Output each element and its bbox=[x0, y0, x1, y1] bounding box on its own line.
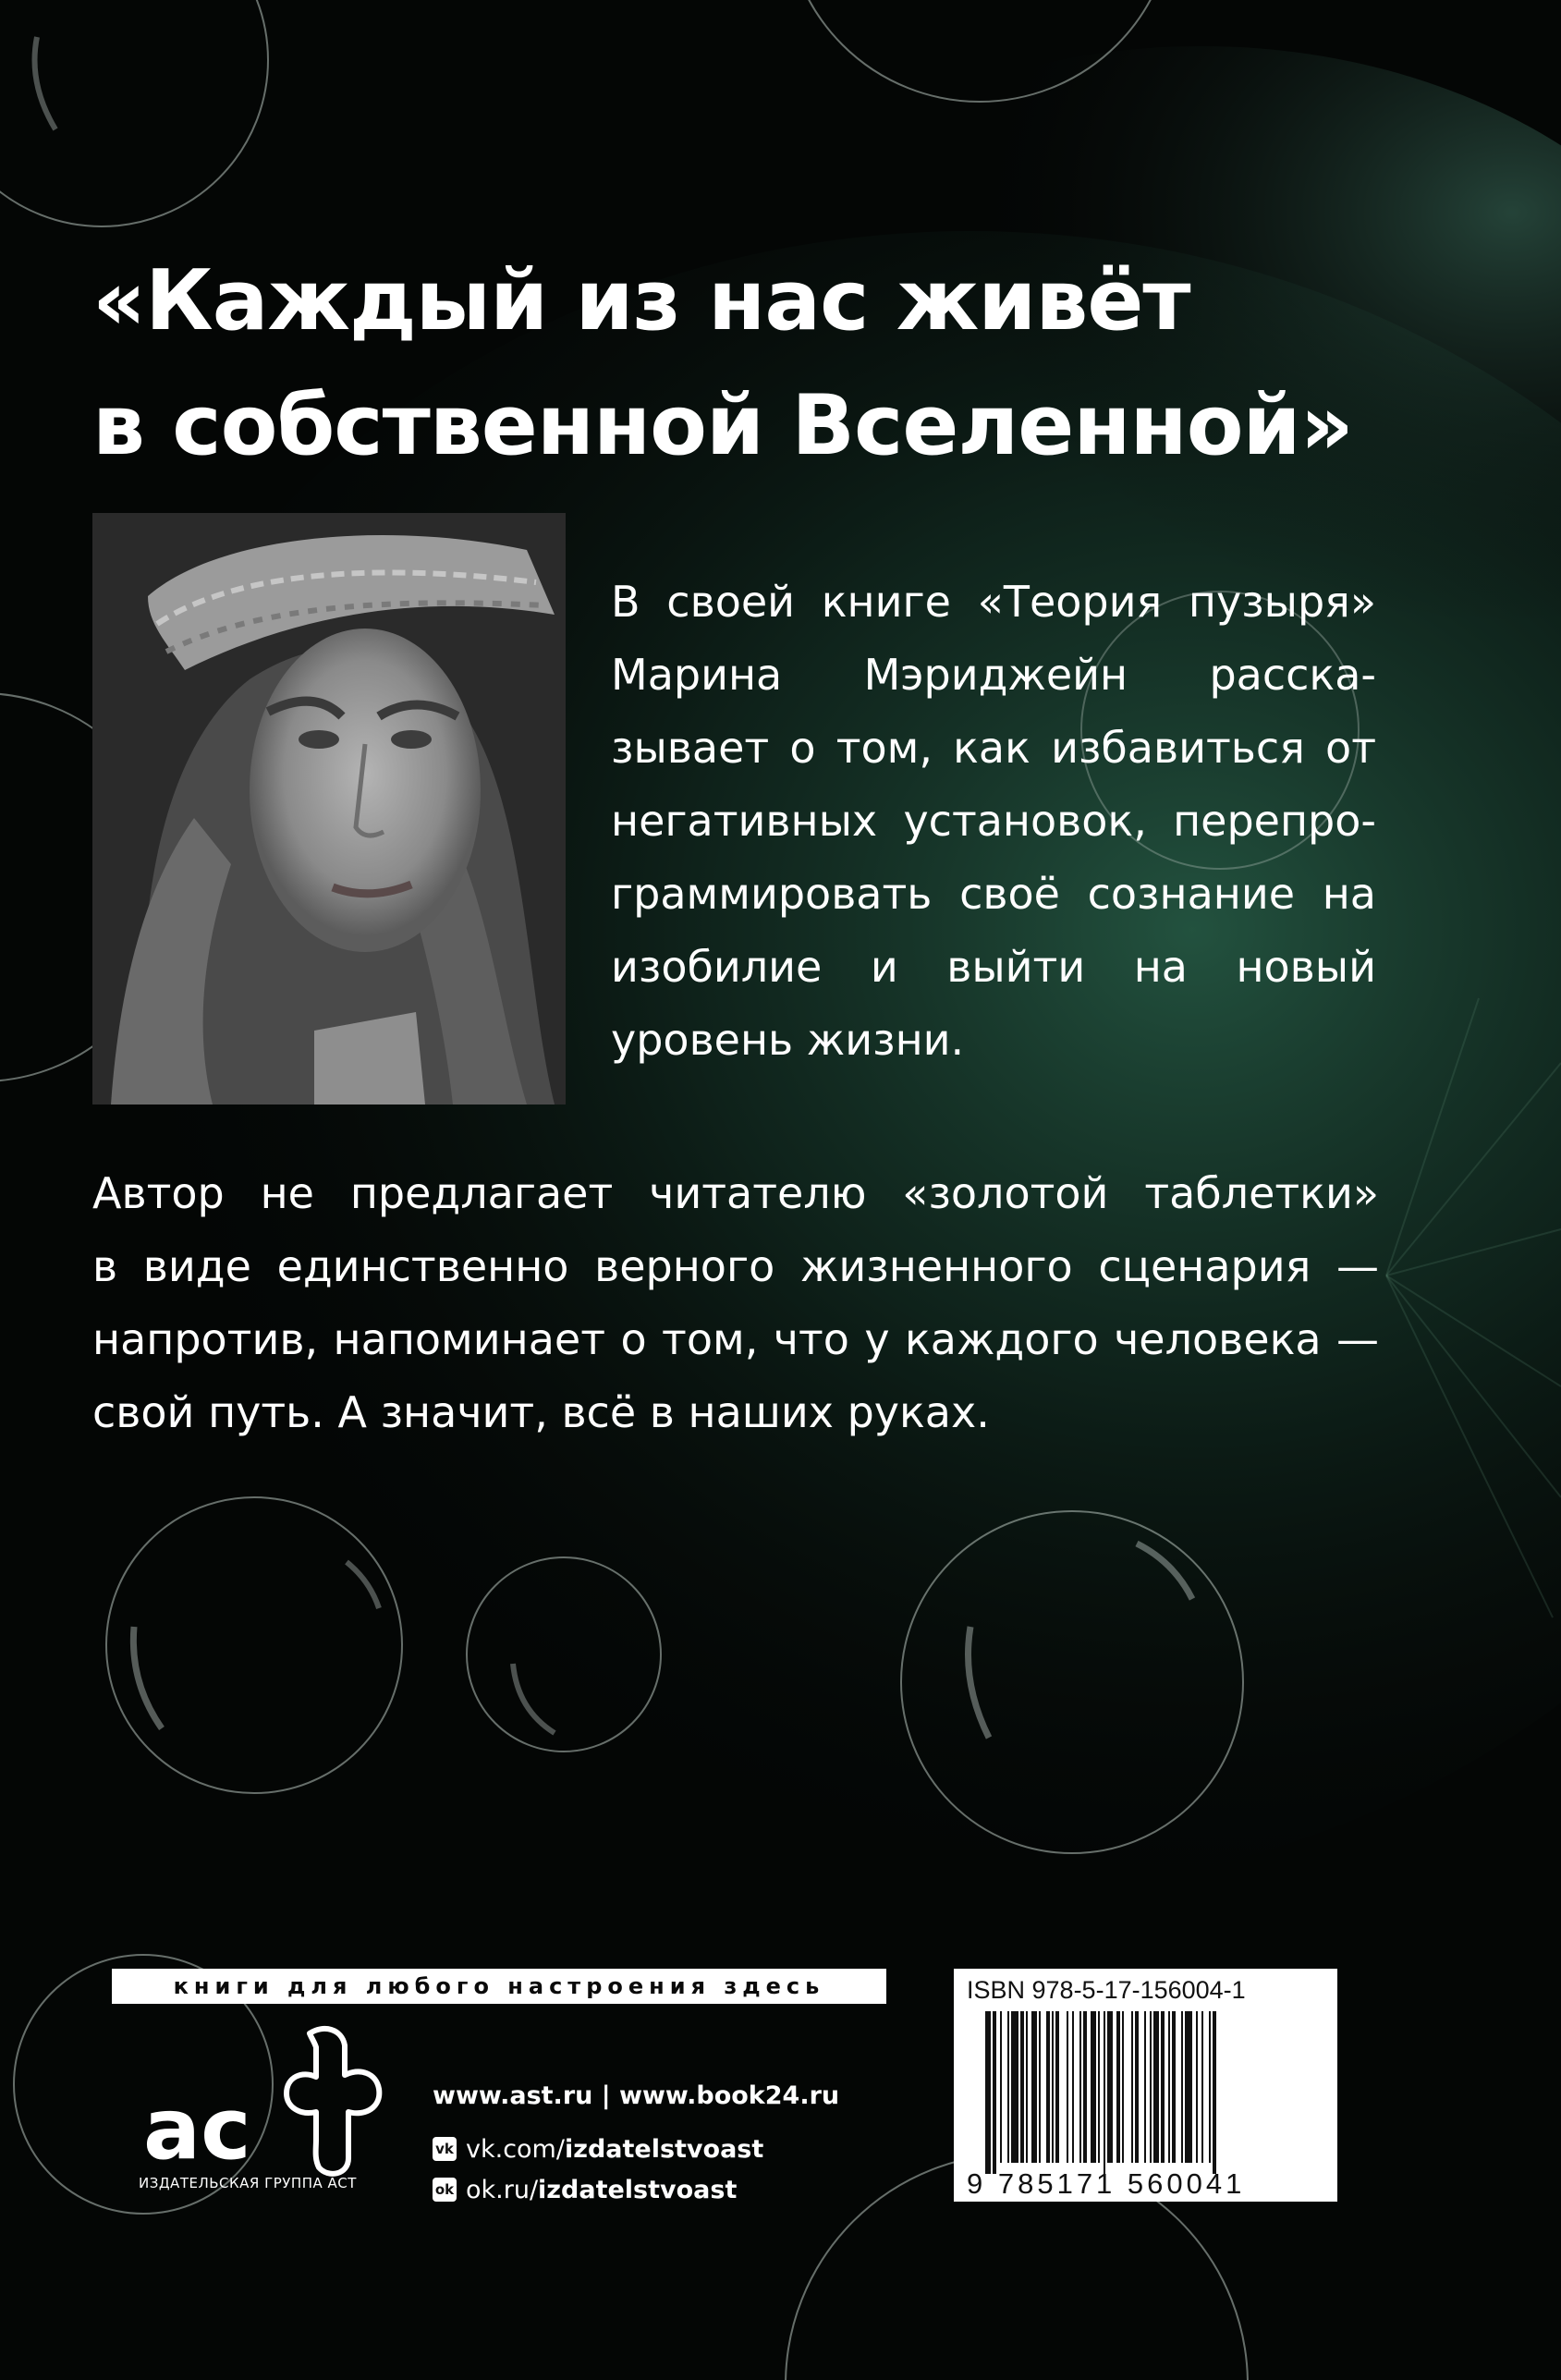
headline-line: «Каждый из нас живёт bbox=[92, 252, 1190, 349]
author-photo bbox=[92, 513, 566, 1105]
headline-line: в собственной Вселенной» bbox=[92, 377, 1353, 474]
vk-prefix: vk.com/ bbox=[466, 2134, 565, 2164]
barcode-bar bbox=[1161, 2011, 1165, 2163]
barcode-bar bbox=[1011, 2011, 1018, 2163]
isbn-label: ISBN 978-5-17-156004-1 bbox=[967, 1976, 1246, 2004]
barcode-bar bbox=[1196, 2011, 1198, 2163]
barcode-bar bbox=[993, 2011, 996, 2174]
barcode-bar bbox=[1098, 2011, 1100, 2163]
ok-prefix: ok.ru/ bbox=[466, 2175, 539, 2204]
barcode-bar bbox=[1107, 2011, 1113, 2163]
barcode-bar bbox=[1067, 2011, 1068, 2163]
body-line: напротив, напоминает о том, что у каждого человека — bbox=[92, 1314, 1379, 1364]
barcode-bar bbox=[1055, 2011, 1059, 2163]
barcode-bar bbox=[1031, 2011, 1037, 2163]
barcode-bar bbox=[1168, 2011, 1170, 2163]
vk-handle: izdatelstvoast bbox=[564, 2134, 764, 2164]
barcode-bar bbox=[1026, 2011, 1028, 2163]
body-paragraph bbox=[92, 1157, 1379, 1449]
intro-line: граммировать своё сознание на bbox=[611, 869, 1376, 919]
barcode-bar bbox=[1153, 2011, 1159, 2163]
vk-link[interactable] bbox=[433, 2130, 839, 2167]
barcode-bar bbox=[985, 2011, 991, 2174]
barcode-bar bbox=[1104, 2011, 1105, 2174]
intro-line: Марина Мэриджейн расска- bbox=[611, 650, 1376, 700]
barcode-bar bbox=[1181, 2011, 1183, 2163]
barcode-bar bbox=[1201, 2011, 1203, 2163]
barcode-bar bbox=[1185, 2011, 1192, 2163]
barcode-bar bbox=[1091, 2011, 1096, 2163]
ok-icon: ok bbox=[433, 2178, 457, 2202]
intro-line: зывает о том, как избавиться от bbox=[611, 723, 1376, 773]
intro-line: негативных установок, перепро- bbox=[611, 796, 1376, 846]
body-line: свой путь. А значит, всё в наших руках. bbox=[92, 1387, 990, 1437]
barcode-bar bbox=[1131, 2011, 1133, 2163]
intro-line: уровень жизни. bbox=[611, 1015, 965, 1065]
barcode-bar bbox=[1052, 2011, 1054, 2163]
barcode-bar bbox=[1135, 2011, 1139, 2163]
barcode-bar bbox=[1213, 2011, 1216, 2174]
barcode-bar bbox=[1122, 2011, 1124, 2163]
website-links[interactable]: www.ast.ru | www.book24.ru bbox=[433, 2081, 840, 2110]
tagline-banner: книги для любого настроения здесь bbox=[112, 1969, 886, 2004]
barcode-bar bbox=[1079, 2011, 1081, 2163]
barcode-bar bbox=[1039, 2011, 1041, 2163]
barcode-digits: 9 785171 560041 bbox=[967, 2167, 1246, 2200]
vk-icon: vk bbox=[433, 2137, 457, 2161]
ok-link[interactable] bbox=[433, 2171, 839, 2208]
ok-handle: izdatelstvoast bbox=[538, 2175, 738, 2204]
barcode-bar bbox=[1046, 2011, 1050, 2163]
barcode-bar bbox=[1072, 2011, 1074, 2163]
isbn-barcode bbox=[954, 1969, 1337, 2202]
barcode-bar bbox=[1116, 2011, 1120, 2163]
barcode-bar bbox=[1209, 2011, 1211, 2163]
body-line: в виде единственно верного жизненного сценария — bbox=[92, 1241, 1379, 1291]
barcode-bar bbox=[1020, 2011, 1024, 2163]
intro-paragraph bbox=[611, 566, 1376, 1077]
barcode-bar bbox=[1083, 2011, 1087, 2163]
headline-quote bbox=[92, 238, 1516, 488]
logo-text: ас bbox=[143, 2080, 251, 2179]
intro-line: изобилие и выйти на новый bbox=[611, 942, 1376, 992]
barcode-bar bbox=[1000, 2011, 1002, 2163]
barcode-bar bbox=[1144, 2011, 1146, 2163]
barcode-bar bbox=[1150, 2011, 1152, 2163]
publisher-name: ИЗДАТЕЛЬСКАЯ ГРУППА АСТ bbox=[139, 2175, 357, 2191]
barcode-bar bbox=[1172, 2011, 1176, 2163]
publisher-links bbox=[433, 2081, 839, 2212]
barcode-bar bbox=[1007, 2011, 1009, 2163]
intro-line: В своей книге «Теория пузыря» bbox=[611, 577, 1376, 627]
body-line: Автор не предлагает читателю «золотой таблетки» bbox=[92, 1168, 1379, 1218]
author-portrait-illustration bbox=[92, 513, 566, 1105]
